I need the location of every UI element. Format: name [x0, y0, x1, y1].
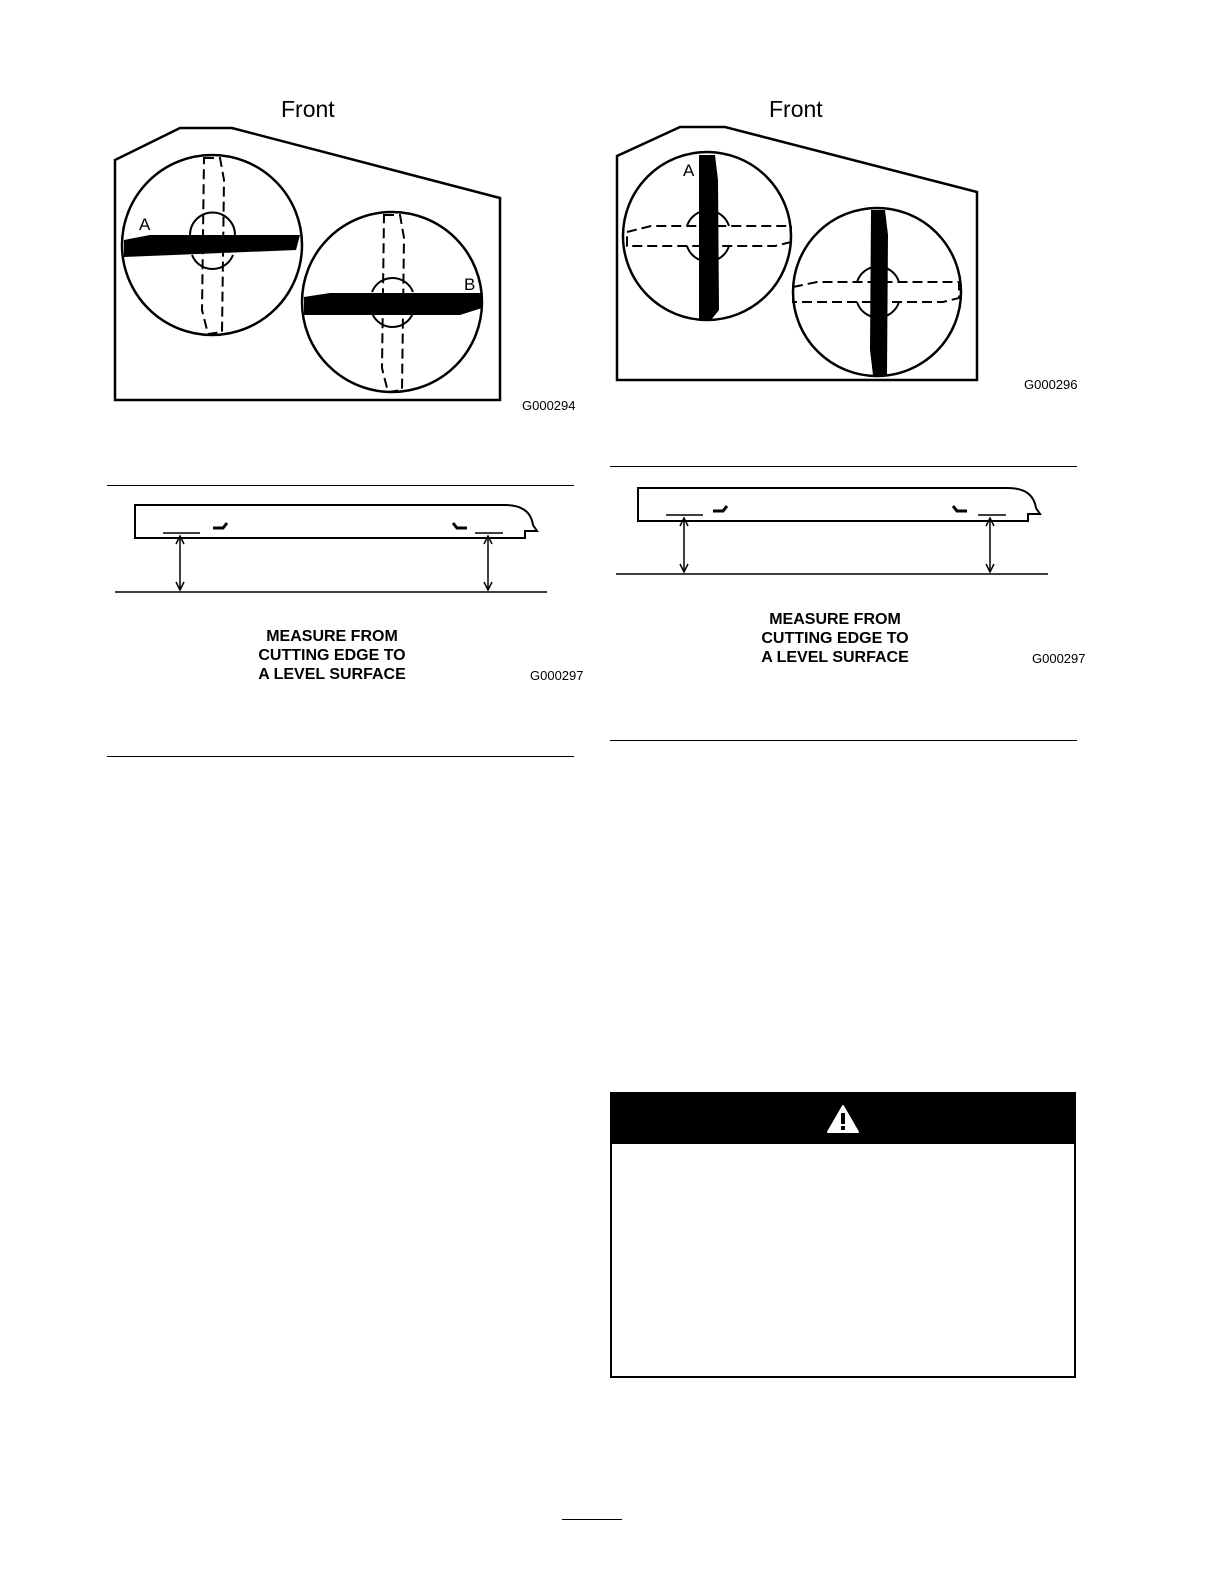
front-label-left: Front — [281, 96, 335, 122]
measure-code-right: G000297 — [1032, 651, 1086, 666]
figure-code-right: G000296 — [1024, 377, 1078, 392]
panel-bottom-rule-right — [610, 740, 1077, 741]
front-label-right: Front — [769, 96, 823, 122]
caption-line-3: A LEVEL SURFACE — [258, 666, 406, 683]
caption-line-3: A LEVEL SURFACE — [761, 649, 909, 666]
warning-triangle-icon — [826, 1104, 860, 1134]
blade-a-label-right: A — [683, 161, 695, 180]
measure-caption-right — [735, 610, 935, 667]
blade-a-label-left: A — [139, 215, 151, 234]
warning-box — [610, 1092, 1076, 1378]
panel-top-rule-left — [107, 485, 574, 486]
blade-height-diagram-left — [105, 495, 565, 605]
panel-top-rule-right — [610, 466, 1077, 467]
deck-blade-diagram-right — [605, 120, 1095, 390]
caption-line-2: CUTTING EDGE TO — [258, 647, 406, 664]
warning-header — [612, 1094, 1074, 1144]
caption-line-2: CUTTING EDGE TO — [761, 630, 909, 647]
footer-rule — [562, 1519, 622, 1520]
deck-blade-diagram-left — [100, 120, 590, 410]
measure-code-left: G000297 — [530, 668, 584, 683]
panel-bottom-rule-left — [107, 756, 574, 757]
blade-height-diagram-right — [608, 478, 1068, 588]
caption-line-1: MEASURE FROM — [266, 628, 398, 645]
measure-caption-left — [232, 627, 432, 684]
blade-b-label-left: B — [464, 275, 476, 294]
caption-line-1: MEASURE FROM — [769, 611, 901, 628]
figure-code-left: G000294 — [522, 398, 576, 413]
